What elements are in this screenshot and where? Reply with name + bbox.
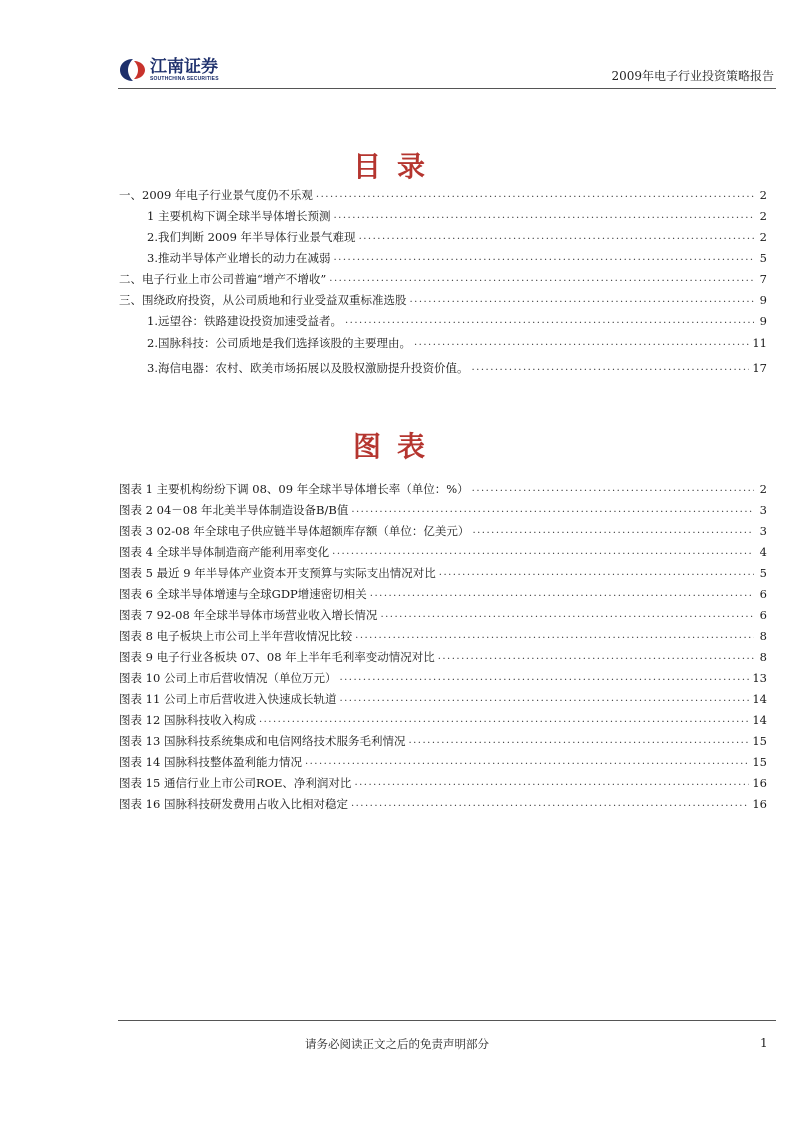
leader-dots bbox=[333, 250, 754, 266]
figure-entry[interactable] bbox=[119, 523, 767, 539]
company-logo bbox=[118, 56, 219, 84]
figure-entry[interactable] bbox=[119, 586, 767, 602]
figure-entry[interactable] bbox=[119, 607, 767, 623]
toc-entry[interactable] bbox=[147, 313, 767, 329]
toc-entry-label: 1 主要机构下调全球半导体增长预测 bbox=[147, 209, 331, 223]
figure-entry[interactable] bbox=[119, 775, 767, 791]
figure-entry-page: 2 bbox=[759, 482, 767, 496]
figure-entry[interactable] bbox=[119, 502, 767, 518]
leader-dots bbox=[333, 208, 754, 224]
toc-entry[interactable] bbox=[147, 360, 767, 376]
leader-dots bbox=[259, 712, 749, 728]
figure-entry-label: 图表 15 通信行业上市公司ROE、净利润对比 bbox=[119, 776, 352, 790]
leader-dots bbox=[410, 292, 755, 308]
leader-dots bbox=[316, 187, 754, 203]
toc-entry[interactable] bbox=[119, 271, 767, 287]
leader-dots bbox=[339, 670, 749, 686]
leader-dots bbox=[332, 544, 754, 560]
figure-entry-page: 3 bbox=[759, 524, 767, 538]
leader-dots bbox=[438, 649, 754, 665]
figure-entry-label: 图表 13 国脉科技系统集成和电信网络技术服务毛利情况 bbox=[119, 734, 406, 748]
figure-entry-page: 8 bbox=[759, 629, 767, 643]
toc-entry-label: 一、2009 年电子行业景气度仍不乐观 bbox=[119, 188, 313, 202]
toc-entry-label: 1.远望谷：铁路建设投资加速受益者。 bbox=[147, 314, 342, 328]
logo-english-name: SOUTHCHINA SECURITIES bbox=[150, 76, 219, 82]
leader-dots bbox=[414, 335, 749, 351]
header-divider bbox=[118, 88, 776, 89]
leader-dots bbox=[359, 229, 754, 245]
figure-entry-label: 图表 6 全球半导体增速与全球GDP增速密切相关 bbox=[119, 587, 367, 601]
toc-entry-page: 2 bbox=[759, 209, 767, 223]
figures-title: 图表 bbox=[352, 430, 441, 463]
leader-dots bbox=[471, 360, 749, 376]
toc-entry[interactable] bbox=[147, 335, 767, 351]
toc-entry-label: 2.国脉科技：公司质地是我们选择该股的主要理由。 bbox=[147, 336, 411, 350]
southchina-securities-logo-icon bbox=[118, 57, 148, 83]
figure-entry-label: 图表 4 全球半导体制造商产能利用率变化 bbox=[119, 545, 330, 559]
figure-entry-page: 16 bbox=[752, 797, 767, 811]
toc-title: 目录 bbox=[352, 150, 441, 183]
toc-entry-label: 3.推动半导体产业增长的动力在减弱 bbox=[147, 251, 331, 265]
figure-entry-label: 图表 3 02-08 年全球电子供应链半导体超额库存额（单位：亿美元） bbox=[119, 524, 470, 538]
leader-dots bbox=[329, 271, 754, 287]
figure-entry[interactable] bbox=[119, 754, 767, 770]
figure-entry[interactable] bbox=[119, 670, 767, 686]
toc-entry-page: 9 bbox=[759, 293, 767, 307]
toc-entry-page: 9 bbox=[759, 314, 767, 328]
report-title: 2009年电子行业投资策略报告 bbox=[611, 69, 774, 83]
toc-entry-label: 2.我们判断 2009 年半导体行业景气难现 bbox=[147, 230, 356, 244]
toc-entry[interactable] bbox=[147, 208, 767, 224]
footer-divider bbox=[118, 1020, 776, 1021]
toc-entry[interactable] bbox=[119, 292, 767, 308]
figure-entry-label: 图表 8 电子板块上市公司上半年营收情况比较 bbox=[119, 629, 353, 643]
toc-entry-label: 三、围绕政府投资，从公司质地和行业受益双重标准选股 bbox=[119, 293, 407, 307]
figure-entry[interactable] bbox=[119, 481, 767, 497]
toc-entry-page: 2 bbox=[759, 188, 767, 202]
disclaimer-notice: 请务必阅读正文之后的免责声明部分 bbox=[305, 1037, 489, 1051]
figure-entry-label: 图表 7 92-08 年全球半导体市场营业收入增长情况 bbox=[119, 608, 378, 622]
toc-entry-label: 二、电子行业上市公司普遍“增产不增收” bbox=[119, 272, 327, 286]
figure-entry-page: 14 bbox=[752, 692, 767, 706]
leader-dots bbox=[355, 628, 754, 644]
leader-dots bbox=[354, 775, 749, 791]
figure-entry-page: 16 bbox=[752, 776, 767, 790]
toc-entry-label: 3.海信电器：农村、欧美市场拓展以及股权激励提升投资价值。 bbox=[147, 361, 469, 375]
toc-entry[interactable] bbox=[147, 250, 767, 266]
figure-entry-label: 图表 11 公司上市后营收进入快速成长轨道 bbox=[119, 692, 337, 706]
page-number: 1 bbox=[760, 1036, 768, 1050]
figure-entry-label: 图表 9 电子行业各板块 07、08 年上半年毛利率变动情况对比 bbox=[119, 650, 435, 664]
figure-entry-page: 6 bbox=[759, 608, 767, 622]
figure-entry-label: 图表 16 国脉科技研发费用占收入比相对稳定 bbox=[119, 797, 348, 811]
figure-entry[interactable] bbox=[119, 565, 767, 581]
figure-entry-label: 图表 10 公司上市后营收情况（单位万元） bbox=[119, 671, 337, 685]
figure-entry-label: 图表 1 主要机构纷纷下调 08、09 年全球半导体增长率（单位：%） bbox=[119, 482, 469, 496]
figure-entry[interactable] bbox=[119, 733, 767, 749]
leader-dots bbox=[351, 796, 749, 812]
figure-entry[interactable] bbox=[119, 649, 767, 665]
figure-entry-page: 14 bbox=[752, 713, 767, 727]
figure-entry[interactable] bbox=[119, 691, 767, 707]
figure-entry-page: 8 bbox=[759, 650, 767, 664]
toc-entry-page: 2 bbox=[759, 230, 767, 244]
toc-entry-page: 17 bbox=[752, 361, 767, 375]
figure-entry-page: 15 bbox=[752, 734, 767, 748]
figure-entry-label: 图表 2 04－08 年北美半导体制造设备B/B值 bbox=[119, 503, 349, 517]
figure-entry-page: 13 bbox=[752, 671, 767, 685]
figure-entry[interactable] bbox=[119, 796, 767, 812]
leader-dots bbox=[472, 481, 754, 497]
leader-dots bbox=[370, 586, 754, 602]
toc-entry[interactable] bbox=[147, 229, 767, 245]
figure-entry-label: 图表 14 国脉科技整体盈利能力情况 bbox=[119, 755, 302, 769]
leader-dots bbox=[339, 691, 749, 707]
toc-entry[interactable] bbox=[119, 187, 767, 203]
page-header bbox=[118, 52, 774, 86]
figure-entry[interactable] bbox=[119, 544, 767, 560]
logo-chinese-name: 江南证券 bbox=[150, 57, 218, 77]
leader-dots bbox=[305, 754, 749, 770]
figure-entry-label: 图表 5 最近 9 年半导体产业资本开支预算与实际支出情况对比 bbox=[119, 566, 436, 580]
leader-dots bbox=[472, 523, 754, 539]
figure-entry-page: 3 bbox=[759, 503, 767, 517]
leader-dots bbox=[408, 733, 749, 749]
figure-entry-page: 6 bbox=[759, 587, 767, 601]
toc-entry-page: 5 bbox=[759, 251, 767, 265]
figure-entry-page: 5 bbox=[759, 566, 767, 580]
toc-entry-page: 7 bbox=[759, 272, 767, 286]
figure-entry[interactable] bbox=[119, 628, 767, 644]
figure-entry-page: 15 bbox=[752, 755, 767, 769]
figure-entry-page: 4 bbox=[759, 545, 767, 559]
leader-dots bbox=[439, 565, 754, 581]
leader-dots bbox=[380, 607, 754, 623]
figure-entry[interactable] bbox=[119, 712, 767, 728]
leader-dots bbox=[351, 502, 754, 518]
leader-dots bbox=[345, 313, 754, 329]
figure-entry-label: 图表 12 国脉科技收入构成 bbox=[119, 713, 256, 727]
toc-entry-page: 11 bbox=[752, 336, 767, 350]
